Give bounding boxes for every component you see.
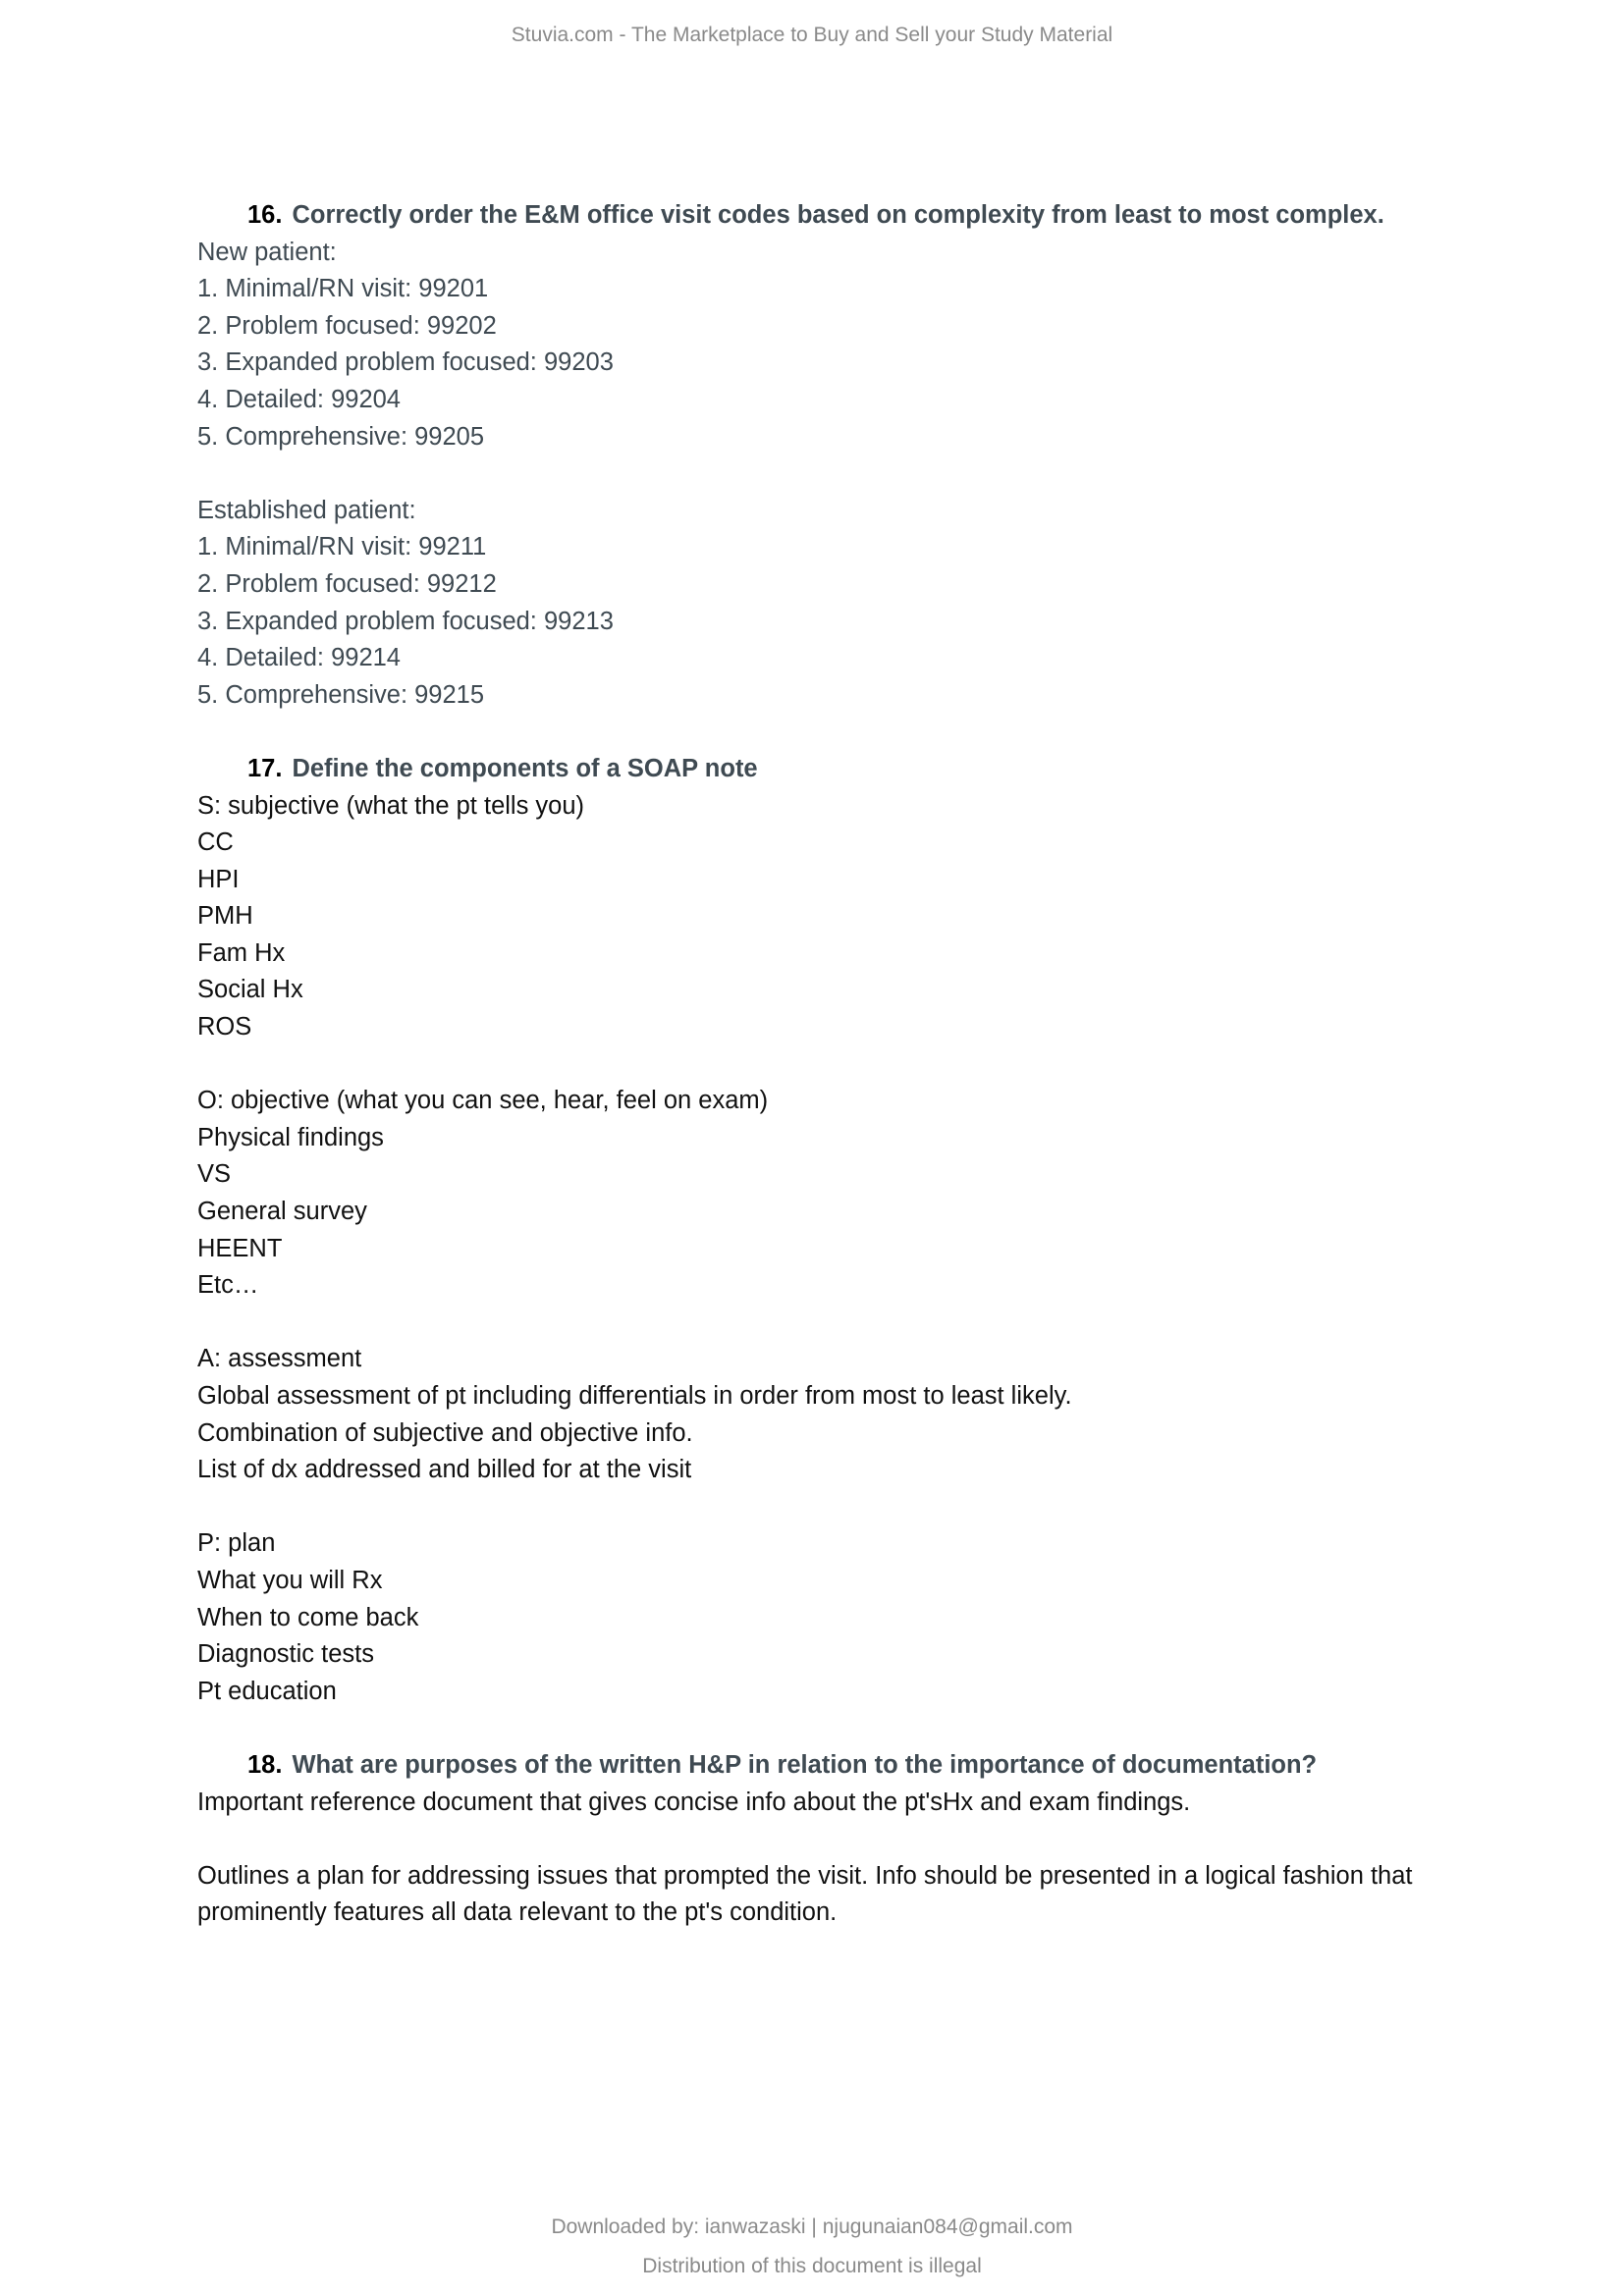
established-patient-list (197, 529, 1415, 714)
text-line: Physical findings (197, 1123, 384, 1151)
distribution-notice: Distribution of this document is illegal (642, 2255, 982, 2277)
list-item: 2. Problem focused: 99202 (197, 311, 497, 340)
question-number: 18. (247, 1750, 283, 1779)
text-line: Etc… (197, 1271, 259, 1300)
text-line: Combination of subjective and objective info. (197, 1418, 693, 1447)
text-line: Social Hx (197, 976, 303, 1004)
text-line: When to come back (197, 1603, 419, 1631)
question-title: Define the components of a SOAP note (292, 754, 758, 782)
answer-paragraph: Important reference document that gives concise info about the pt'sHx and exam findings. (197, 1788, 1191, 1816)
text-line: General survey (197, 1198, 367, 1226)
text-line: ROS (197, 1013, 252, 1041)
list-item: 1. Minimal/RN visit: 99201 (197, 275, 489, 303)
text-line: What you will Rx (197, 1566, 383, 1594)
text-line: Pt education (197, 1677, 337, 1705)
question-16-heading (197, 197, 1415, 235)
text-line: S: subjective (what the pt tells you) (197, 791, 585, 820)
list-item: 5. Comprehensive: 99215 (197, 680, 485, 709)
page-header: Stuvia.com - The Marketplace to Buy and Sell your Study Material (511, 24, 1113, 46)
new-patient-list (197, 271, 1415, 455)
list-item: 3. Expanded problem focused: 99203 (197, 348, 614, 377)
soap-subjective (197, 788, 1415, 1046)
new-patient-label: New patient: (197, 238, 337, 266)
text-line: HPI (197, 865, 240, 893)
text-line: Fam Hx (197, 938, 286, 967)
text-line: VS (197, 1160, 232, 1189)
text-line: HEENT (197, 1234, 283, 1262)
text-line: P: plan (197, 1529, 276, 1558)
question-title: What are purposes of the written H&P in relation to the importance of documentation? (292, 1750, 1318, 1779)
answer-paragraph: Outlines a plan for addressing issues that prompted the visit. Info should be presented in a logical fashion that prominently features all data relevant to the pt's condition. (197, 1861, 1413, 1927)
soap-plan (197, 1525, 1415, 1710)
established-patient-label: Established patient: (197, 496, 416, 524)
text-line: O: objective (what you can see, hear, feel on exam) (197, 1087, 769, 1115)
question-number: 17. (247, 754, 283, 782)
list-item: 4. Detailed: 99204 (197, 385, 401, 413)
text-line: PMH (197, 902, 253, 931)
soap-objective (197, 1083, 1415, 1305)
question-number: 16. (247, 201, 283, 229)
text-line: List of dx addressed and billed for at the visit (197, 1456, 692, 1484)
download-notice: Downloaded by: ianwazaski | njugunaian084@gmail.com (551, 2216, 1073, 2238)
question-title: Correctly order the E&M office visit codes based on complexity from least to most complex. (292, 201, 1384, 229)
question-18-heading (197, 1747, 1415, 1785)
text-line: Diagnostic tests (197, 1640, 374, 1669)
soap-assessment (197, 1341, 1415, 1488)
list-item: 1. Minimal/RN visit: 99211 (197, 533, 487, 561)
list-item: 5. Comprehensive: 99205 (197, 422, 485, 451)
text-line: Global assessment of pt including differentials in order from most to least likely. (197, 1382, 1072, 1410)
document-body (197, 197, 1415, 1932)
list-item: 3. Expanded problem focused: 99213 (197, 607, 614, 635)
text-line: A: assessment (197, 1345, 362, 1373)
list-item: 4. Detailed: 99214 (197, 644, 401, 672)
text-line: CC (197, 828, 234, 857)
question-17-heading (197, 751, 1415, 788)
list-item: 2. Problem focused: 99212 (197, 569, 497, 598)
